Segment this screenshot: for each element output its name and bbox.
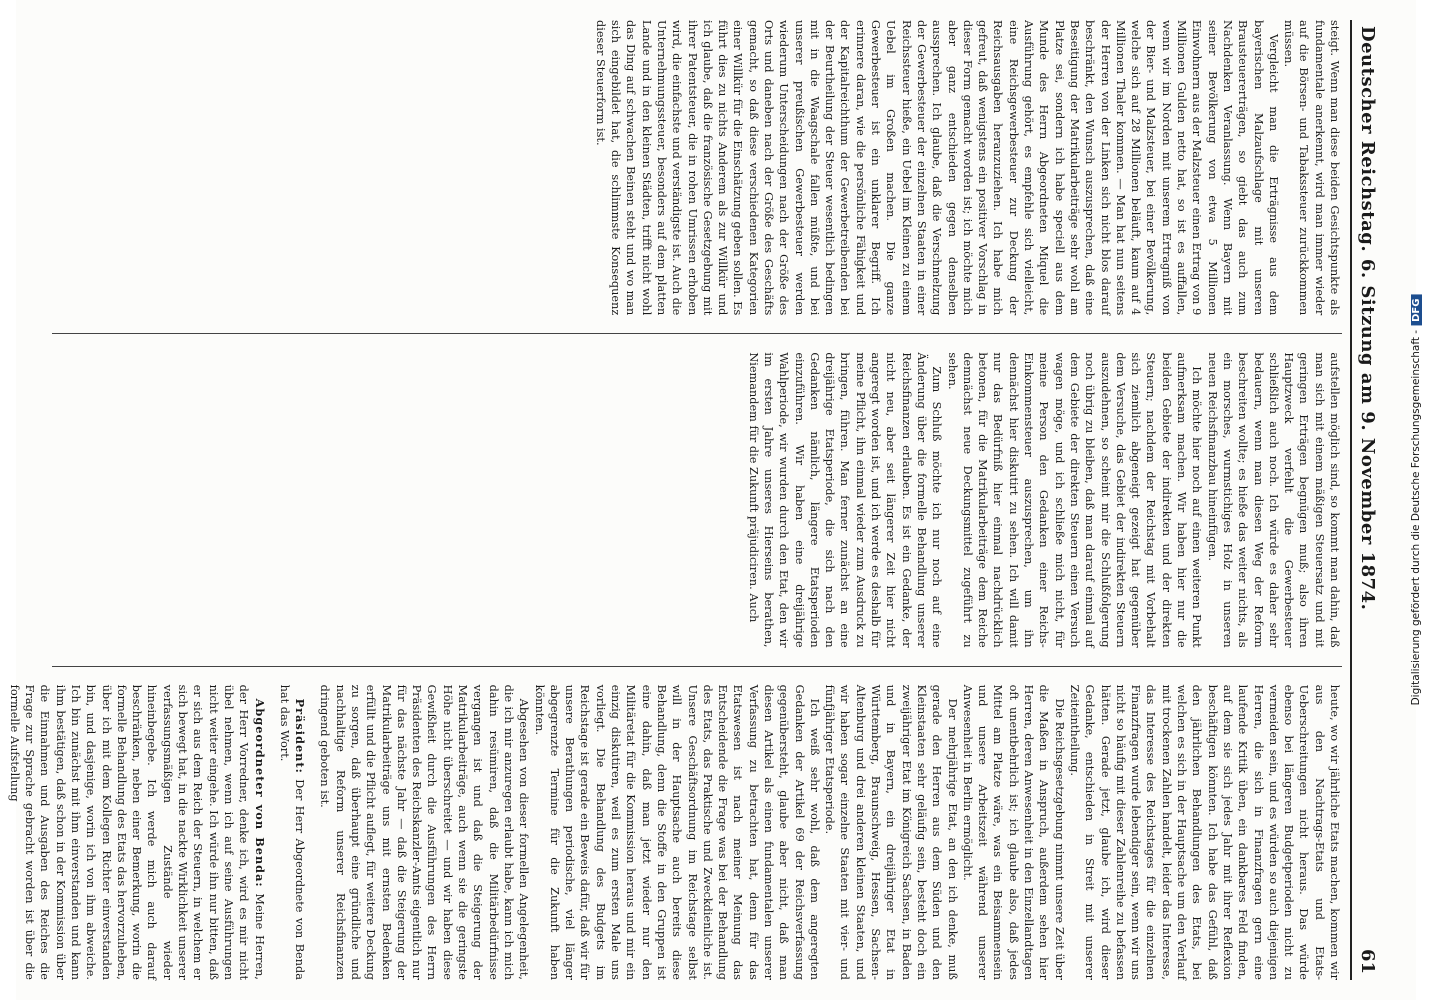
column-2	[52, 352, 1342, 647]
paragraph: steigt. Wenn man diese beiden Gesichtspunkte als fundamentale anerkennt, wird man immer wieder auf die Börsen- und Tabakssteuer zurückkommen müssen.	[1282, 20, 1341, 316]
paragraph: Ich weiß sehr wohl, daß dem angeregten Gedanken der Artikel 69 der Reichsverfassung gegenübersteht, glaube aber nicht, daß man diesen Artikel als einen fundamentalen unserer Verfassung zu betrachten hat, denn für das Etatswesen ist nach meiner Meinung das Entscheidende die Frage was bei der Behandlung des Etats, das Praktische und Zweckdienliche ist. Unsere Geschäftsordnung im Reichstage selbst will in der Hauptsache auch bereits diese Behandlung, denn die Stoffe in den Gruppen ist eine dahin, daß man jetzt wieder nur den Militäretat für die Kommission heraus und mir ein einzig diskutiren, weil es zum ersten Male uns vorliegt. Die Behandlung des Budgets im Reichstage ist gerade ein Beweis dafür, daß wir für unsere Berathungen periodische, viel länger abgegrenzte Termine für die Zukunft haben könnten.	[532, 684, 821, 980]
running-title: Deutscher Reichstag. 6. Sitzung am 9. November 1874.	[1357, 26, 1378, 611]
speech-text: Meine Herren, der Herr Vorredner, denke ich, wird es mir nicht übel nehmen, wenn ich auf seine Ausführungen nicht weiter eingehe. Ich würde ihn nur bitten, daß er sich aus dem Reich der Steuern, in welchem er sich bewegt hat, in die nackte Wirklichkeit unserer verfassungsmäßigen Zustände wieder hineinbegebe. Ich werde mich auch darauf beschränken, neben einer Bemerkung, worin die formelle Behandlung des Etats das hervorzuheben, über ich mit dem Kollegen Richter einverstanden bin, und dasjenige, worin ich von ihm abweiche. Ich bin zunächst mit ihm einverstanden und kann ihm bestätigen, daß schon in der Kommission über die Einnahmen und Ausgaben des Reiches die Frage zur Sprache gebracht worden ist über die formelle Aufstellung	[7, 684, 266, 980]
speaker-name: Präsident:	[293, 698, 308, 774]
paragraph: Vergleicht man die Erträgnisse aus dem bayerischen Malzaufschlage mit unseren Brausteuererträgen, so giebt das auch zum Nachdenken Veranlassung. Wenn Bayern mit seiner Bevölkerung von etwa 5 Millionen Einwohnern aus der Malzsteuer einen Ertrag von 9 Millionen Gulden netto hat, so ist es auffallen, wenn wir im Norden mit unserem Ertragniß von der Bier- und Malzsteuer, bei einer Bevölkerung, welche sich auf 28 Millionen beläuft, kaum auf 4 Millionen Thaler kommen. — Man hat nun seitens der Herren von der Linken sich nicht blos darauf beschränkt, den Wunsch auszusprechen, daß eine Beseitigung der Matrikularbeiträge sehr wohl am Platze sei, sondern ich habe speciell aus dem Munde des Herrn Abgeordneten Miquel die Ausführung gehört, es empfehle sich vielleicht, eine Reichsgewerbesteuer zur Deckung der Reichsausgaben heranzuziehen. Ich habe mich gefreut, daß wenigstens ein positiver Vorschlag in dieser Form gemacht worden ist; ich möchte mich aber ganz entschieden gegen denselben aussprechen. Ich glaube, daß die Verschmelzung der Gewerbesteuer der einzelnen Staaten in einer Reichssteuer hieße, ein Uebel im Kleinen zu einem Uebel im Großen machen. Die ganze Gewerbesteuer ist ein unklarer Begriff. Ich erinnere daran, wie die persönliche Fähigkeit und der Kapitalreichthum der Gewerbetreibenden bei der Beurtheilung der Steuer wesentlich bedingen mit in die Waagschale fallen müßte, und bei unserer preußischen Gewerbesteuer werden wiederum Unterscheidungen nach der Größe des Orts und daneben nach der Größe des Geschäfts gemacht, so daß diese verschiedenen Kategorien einer Willkür für die Einschätzung geben sollen. Es führt dies zu nichts Anderem als zur Willkür und ich glaube, daß die französische Gesetzgebung mit ihrer Patentsteuer, die in rohen Umrissen erhoben wird, die einfachste und verständigste ist. Auch die Unternehmungssteuer, besonders auf dem platten Lande und in den kleinen Städten, trifft nicht wohl das Ding auf schwachen Beinen steht und wo man sich eingebildet hat, die schlimmste Konsequenz dieser Steuerform ist.	[593, 20, 1280, 316]
page-content	[7, 20, 1382, 980]
paragraph: Ich möchte hier noch auf einen weiteren Punkt aufmerksam machen. Wir haben hier nur die beiden Gebiete der indirekten und der direkten Steuern; nachdem der Reichstag mit Vorbehalt sich ziemlich abgeneigt gezeigt hat gegenüber dem Versuche, das Gebiet der indirekten Steuern auszudehnen, so scheint mir die Schlußfolgerung noch übrig zu bleiben, daß man darauf einmal auf dem Gebiete der direkten Steuern einen Versuch wagen möge, und ich schließe mich nicht, für meine Person den Gedanken einer Reichs-Einkommensteuer auszusprechen, um ihn dennächst hier diskutirt zu sehen. Ich will damit nur das Bedürfniß hier einmal nachdrücklich betonen, für die Matrikularbeiträge dem Reiche demnächst neue Deckungsmittel zugeführt zu sehen.	[945, 352, 1204, 648]
column-3	[7, 684, 1342, 980]
column-rule	[52, 666, 1342, 667]
page-number: 61	[1357, 948, 1378, 974]
page-header	[1350, 20, 1382, 980]
speaker-name: Abgeordneter von Benda:	[252, 698, 267, 888]
paragraph: heute, wo wir jährliche Etats machen, kommen wir aus den Nachtrags-Etats und Etats-Ueberschreitungen nicht heraus. Das würde ebenso bei längeren Budgetperioden nicht zu vermeiden sein, und es würden so auch diejenigen Herren, die sich in Finanzfragen gern eine laufende Kritik üben, ein dankbares Feld finden, auf dem sie sich jedes Jahr mit ihrer Reflexion beschäftigen könnten. Ich habe das Gefühl, daß den jährlichen Behandlungen des Etats, bei welchen es sich in der Hauptsache um den Verlauf mit trockenen Zahlen handelt, leider das Interesse, das Interesse des Reichstages für die einzelnen Finanzfragen wurde lebendiger sein, wenn wir uns nicht so häufig mit dieser Zahlenreihe zu befassen hätten. Gerade jetzt, glaube ich, wird dieser Gedanke, entschieden in Streit mit unserer Zeiteintheilung.	[1067, 684, 1341, 980]
column-1	[52, 20, 1342, 315]
credit-text: Digitalisierung gefördert durch die Deutsche Forschungsgemeinschaft -	[1410, 329, 1422, 706]
paragraph: Abgesehen von dieser formellen Angelegenheit, die ich mir anzuregen erlaubt habe, kann ich mich dahin resümiren, daß die Militärbedürfnisse vergangen ist und daß die Steigerung der Matrikularbeiträge, auch wenn sie die geringste Höhe nicht überschreitet — und wir haben diese Gewißheit durch die Ausführungen des Herrn Präsidenten des Reichskanzler-Amts eigentlich nur für das nächste Jahr — daß die Steigerung der Matrikularbeiträge uns mit ernsten Bedenken erfüllt und die Pflicht auflegt, für weitere Deckung zu sorgen, daß überhaupt eine gründliche und nachhaltige Reform unserer Reichsfinanzen dringend geboten ist.	[318, 684, 531, 980]
speech	[6, 685, 266, 980]
paragraph: Die Reichsgesetzgebung nimmt unsere Zeit über die Maßen in Anspruch, außerdem sehen hier Herren, deren Anwesenheit in den Einzellandtagen oft unentbehrlich ist; ich glaube also, daß jedes Mittel am Platze wäre, was ein Beisammensein und unsere Arbeitszeit während unserer Anwesenheit in Berlin ermöglicht.	[960, 684, 1066, 980]
column-rule	[52, 333, 1342, 334]
paragraph: Der mehrjährige Etat, an den ich denke, muß gerade den Herren aus dem Süden und den Kleinstaaten sehr geläufig sein, besteht doch ein zweijähriger Etat im Königreich Sachsen, in Baden und in Bayern, ein dreijähriger Etat in Württemberg, Braunschweig, Hessen, Sachsen-Altenburg und drei anderen kleinen Staaten, und wir haben sogar einzelne Staaten mit vier- und fünfjähriger Etatsperiode.	[823, 684, 959, 980]
spacer	[267, 685, 277, 980]
paragraph: Zum Schluß möchte ich nur noch auf eine Änderung über die formelle Behandlung unserer Reichsfinanzen erlauben. Es ist ein Gedanke, der nicht neu, aber seit längerer Zeit hier nicht angeregt worden ist, und ich werde es deshalb für meine Pflicht, ihn einmal wieder zum Ausdruck zu bringen, führen. Man ferner zunächst an eine dreijährige Etatsperiode, die sich nach den Gedanken nämlich, längere Etatsperioden einzuführen. Wir haben eine dreijährige Wahlperiode, wir wurden durch den Etat, den wir im ersten Jahre unseres Hierseins berathen, Niemandem für die Zukunft präjudiciren. Auch	[746, 352, 944, 648]
president-remark	[277, 685, 308, 980]
speech-text: Der Herr Abgeordnete von Benda hat das Wort.	[277, 684, 307, 980]
credit-text-block	[1410, 295, 1422, 706]
digitization-credit	[1403, 6, 1429, 994]
text-columns	[7, 20, 1342, 980]
dfg-logo: DFG	[1411, 295, 1422, 326]
paragraph: aufstellen möglich sind, so kommt man dahin, daß man sich mit einem mäßigen Steuersatz und mit geringen Erträgen begnügen muß; also ihren Hauptzweck verfehlt die Gewerbesteuer schließlich auch noch. Ich würde es daher sehr bedauern, wenn man diesen Weg der Reform beschreiten wollte; es hieße das weiter nichts, als ein morsches, wurmstichiges Holz in unseren neuen Reichsfinanzbau hineinfügen.	[1205, 352, 1341, 648]
newspaper-page	[7, 0, 1416, 1000]
spacer	[307, 685, 317, 980]
